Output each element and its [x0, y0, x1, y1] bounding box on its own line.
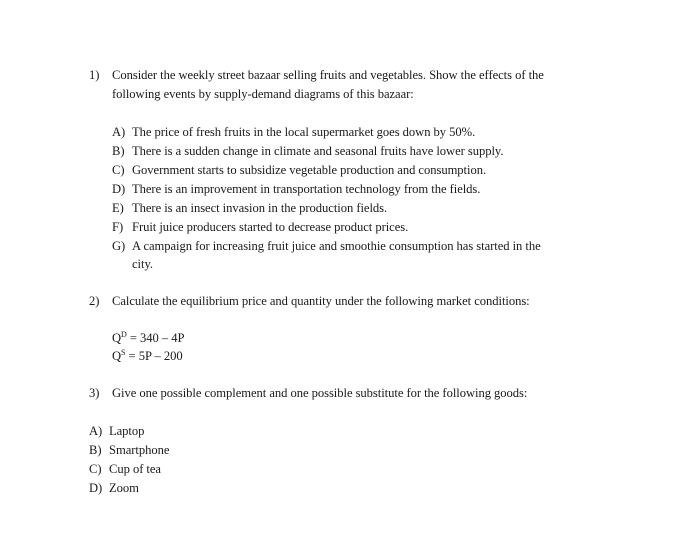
- q3-item-letter: B): [89, 443, 102, 457]
- q1-item-text: The price of fresh fruits in the local supermarket goes down by 50%.: [132, 125, 476, 139]
- q3-item-text: Zoom: [109, 481, 139, 495]
- q2-supply-equation: [112, 348, 183, 364]
- q1-item-f: [112, 219, 408, 235]
- q1-item-letter: G): [112, 239, 126, 253]
- q1-item-letter: F): [112, 220, 124, 234]
- q1-item-letter: B): [112, 144, 125, 158]
- q1-item-text: There is a sudden change in climate and seasonal fruits have lower supply.: [132, 144, 504, 158]
- q2-number: 2): [89, 294, 100, 308]
- demand-superscript: D: [121, 330, 127, 339]
- q3-item-c: [89, 461, 161, 477]
- q1-item-text: Government starts to subsidize vegetable production and consumption.: [132, 163, 487, 177]
- q1-prompt-line1: Consider the weekly street bazaar selling fruits and vegetables. Show the effects of the: [112, 68, 544, 82]
- q1-line1: [89, 67, 544, 83]
- q1-item-b: [112, 143, 503, 159]
- q-symbol: Q: [112, 349, 122, 363]
- q3-item-text: Smartphone: [109, 443, 170, 457]
- supply-expression: = 5P – 200: [125, 349, 183, 363]
- q1-item-e: [112, 200, 387, 216]
- demand-expression: = 340 – 4P: [126, 331, 185, 345]
- q2-line: [89, 293, 530, 309]
- q3-number: 3): [89, 386, 100, 400]
- q1-item-text: Fruit juice producers started to decrease product prices.: [132, 220, 409, 234]
- q1-item-letter: C): [112, 163, 125, 177]
- q3-item-b: [89, 442, 169, 458]
- q1-item-g-continuation: city.: [132, 257, 153, 271]
- q1-prompt-line2: following events by supply-demand diagrams of this bazaar:: [112, 87, 414, 101]
- q1-item-letter: A): [112, 125, 126, 139]
- q3-item-text: Cup of tea: [109, 462, 161, 476]
- q1-item-text: There is an improvement in transportation technology from the fields.: [132, 182, 481, 196]
- q1-item-c: [112, 162, 486, 178]
- q2-demand-equation: [112, 330, 184, 346]
- q3-line: [89, 385, 527, 401]
- q3-item-letter: C): [89, 462, 102, 476]
- q3-item-letter: D): [89, 481, 103, 495]
- q3-item-d: [89, 480, 139, 496]
- q3-item-letter: A): [89, 424, 103, 438]
- q3-item-text: Laptop: [109, 424, 145, 438]
- q1-item-letter: D): [112, 182, 126, 196]
- q1-number: 1): [89, 68, 100, 82]
- q1-item-text: There is an insect invasion in the production fields.: [132, 201, 388, 215]
- q1-item-text: A campaign for increasing fruit juice and smoothie consumption has started in the: [132, 239, 541, 253]
- q1-item-a: [112, 124, 475, 140]
- supply-superscript: S: [121, 348, 126, 357]
- q1-item-d: [112, 181, 480, 197]
- q3-item-a: [89, 423, 144, 439]
- q-symbol: Q: [112, 331, 122, 345]
- q1-item-g: [112, 238, 541, 254]
- q2-prompt: Calculate the equilibrium price and quantity under the following market conditions:: [112, 294, 530, 308]
- q1-item-letter: E): [112, 201, 124, 215]
- q3-prompt: Give one possible complement and one possible substitute for the following goods:: [112, 386, 528, 400]
